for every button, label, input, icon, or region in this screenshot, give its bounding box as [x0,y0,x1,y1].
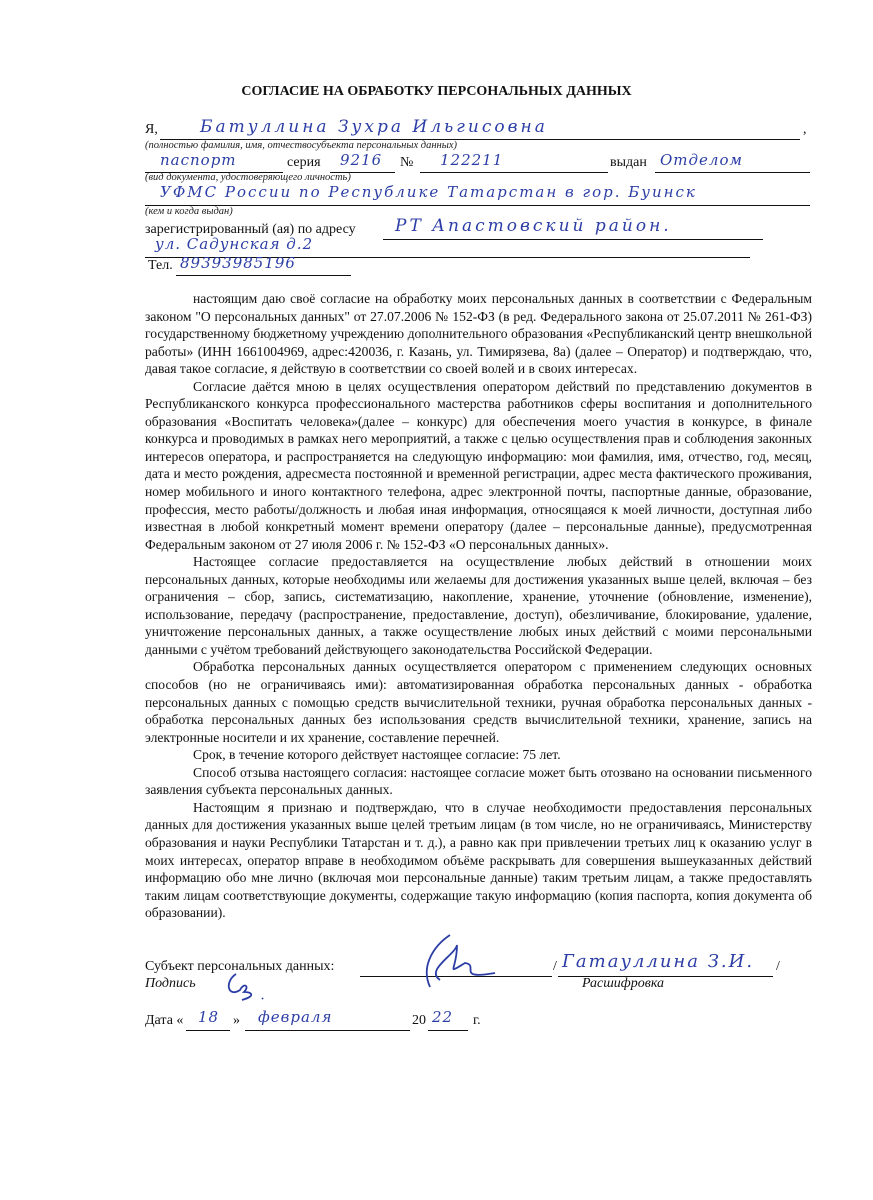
i-label: Я, [145,122,158,137]
slash: / [553,959,557,974]
doc-caption: (вид документа, удостоверяющего личность) [145,172,351,183]
series-label: серия [287,155,321,170]
paragraph: Обработка персональных данных осуществляется оператором с применением следующих основных способов (но не ограничиваясь ими): автоматизированная обработка персональных данных - обработка персональных данных с помощью средств вычислительной техники, ручная обработка персональных данных - обработка персональных данных без использования средств вычислительной техники, хранение, запись на электронные носители и их хранение, составление перечней. [145,659,812,745]
address-value-1: РТ Апастовский район. [395,216,672,236]
issued-value-2: УФМС России по Республике Татарстан в гор. Буинск [160,183,697,201]
year-prefix: 20 [412,1013,426,1028]
paragraph: Способ отзыва настоящего согласия: настоящее согласие может быть отозвано на основании письменного заявления субъекта персональных данных. [145,764,812,798]
number-value: 122211 [440,151,504,169]
issued-value-1: Отделом [660,151,743,169]
series-value: 9216 [340,151,383,169]
paragraph: Срок, в течение которого действует настоящее согласие: 75 лет. [193,747,561,763]
document-title: СОГЛАСИЕ НА ОБРАБОТКУ ПЕРСОНАЛЬНЫХ ДАННЫХ [241,84,632,99]
consent-body [145,290,812,922]
issued-label: выдан [610,155,647,170]
year-value: 22 [432,1008,454,1026]
comma: , [803,122,807,137]
name-decoded-value: Гатауллина З.И. [562,951,755,972]
paragraph: Согласие даётся мною в целях осуществления оператором действий по представлению документов в Республиканского конкурса профессионального мастерства работников сферы воспитания и дополнительного образования «Воспитать человека»(далее – конкурс) для обеспечения моего участия в конкурсе, в финале конкурса и проводимых в рамках него мероприятий, а также с целью осуществления прав и соблюдения законных интересов оператора, и распространяется на следующую информацию: мои фамилия, имя, отчество, год, месяц, дата и место рождения, адресместа постоянной и временной регистрации, адрес места фактического проживания, номер мобильного и иного контактного телефона, адрес электронной почты, паспортные данные, образование, профессия, место работы/должность и любая иная информация, относящаяся к моей личности, доступная либо известная в любой конкретный момент времени оператору (далее – персональные данные), предусмотренная Федеральным законом от 27 июля 2006 г. № 152-ФЗ «О персональных данных». [145,378,812,552]
decode-caption: Расшифровка [582,976,665,991]
paragraph: Настоящее согласие предоставляется на осуществление любых действий в отношении моих персональных данных, которые необходимы или желаемы для достижения указанных выше целей, включая – без ограничения – сбор, запись, систематизацию, накопление, хранение, уточнение (обновление, изменение), использование, передачу (распространение, предоставление, доступ), обезличивание, блокирование, удаление, уничтожение персональных данных, а также осуществление любых иных действий с моими персональными данными с учётом требований действующего законодательства Российской Федерации. [145,554,812,657]
phone-label: Тел. [148,258,173,273]
date-close: » [233,1013,240,1028]
address-value-2: ул. Садунская д.2 [155,235,314,253]
phone-value: 89393985196 [180,254,296,272]
date-label: Дата « [145,1013,184,1028]
issued-caption: (кем и когда выдан) [145,206,233,217]
initials-signature [222,968,272,1003]
month-value: февраля [258,1008,333,1026]
fio-value: Батуллина Зухра Ильгисовна [200,117,548,137]
subject-label: Субъект персональных данных: [145,959,335,974]
fio-caption: (полностью фамилия, имя, отчествосубъекта персональных данных) [145,140,458,151]
handwritten-signature [395,925,505,995]
paragraph: Настоящим я признаю и подтверждаю, что в случае необходимости предоставления персональных данных для достижения указанных выше целей третьим лицам (в том числе, но не ограничиваясь, Министерству образования и науки Республики Татарстан и т. д.), а равно как при привлечении третьих лиц к оказанию услуг в моих интересах, оператор вправе в необходимом объёме раскрывать для совершения вышеуказанных действий информацию обо мне лично (включая мои персональные данные) таким третьим лицам, а также предоставлять таким лицам соответствующие документы, содержащие такую информацию (копия паспорта, копия документа об образовании). [145,799,812,921]
year-end: г. [473,1013,481,1028]
slash: / [776,959,780,974]
sign-caption: Подпись [145,976,196,991]
address-label: зарегистрированный (ая) по адресу [145,222,356,237]
doc-type-value: паспорт [160,151,237,169]
day-value: 18 [198,1008,220,1026]
paragraph: настоящим даю своё согласие на обработку моих персональных данных в соответствии с Федеральным законом "О персональных данных" от 27.07.2006 № 152-ФЗ (в ред. Федерального закона от 25.07.2011 № 261-ФЗ) государственному бюджетному учреждению дополнительного образования «Республиканский центр внешкольной работы» (ИНН 1661004969, адрес:420036, г. Казань, ул. Тимирязева, 8а) (далее – Оператор) и подтверждаю, что, давая такое согласие, я действую в соответствии со своей волей и в своих интересах. [145,291,812,377]
number-label: № [400,155,414,170]
